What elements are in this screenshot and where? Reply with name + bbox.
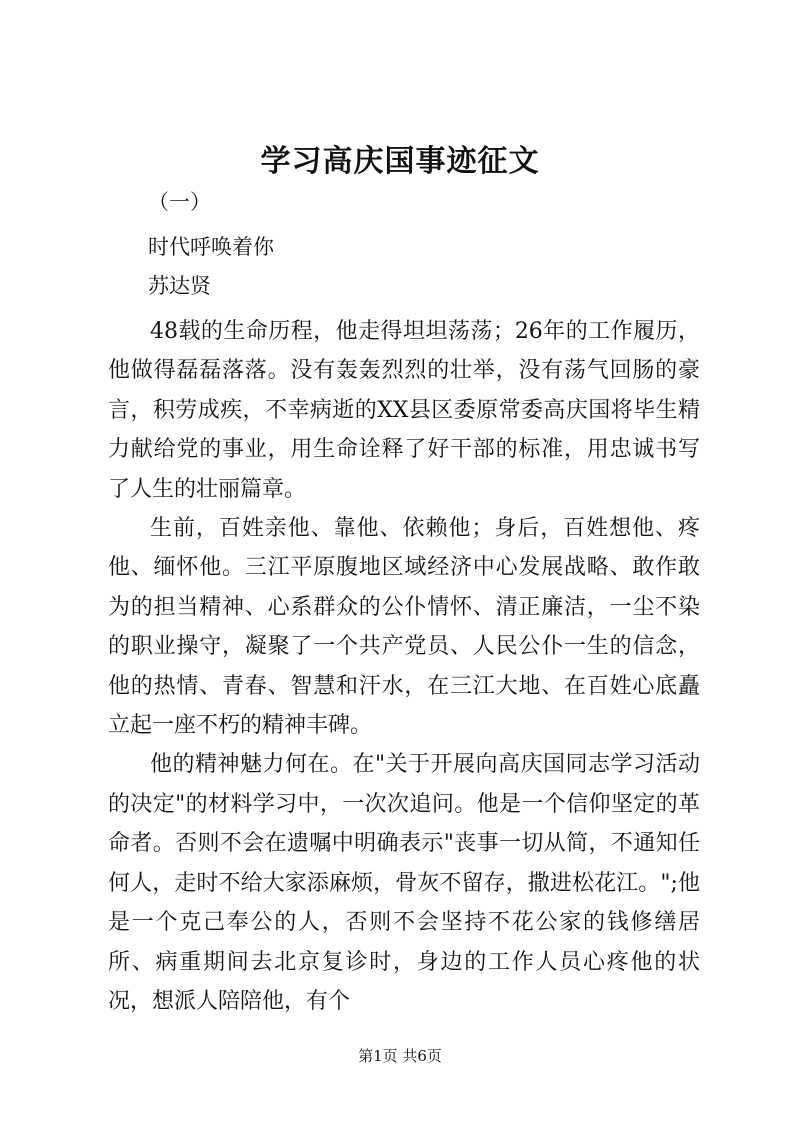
page-footer: 第1页 共6页 xyxy=(358,1047,442,1065)
section-number: （一） xyxy=(148,190,211,214)
body-paragraph: 他的精神魅力何在。在"关于开展向高庆国同志学习活动的决定"的材料学习中，一次次追问。他是一个信仰坚定的革命者。否则不会在遗嘱中明确表示"丧事一切从简，不通知任何人，走时不给大家添麻烦，骨灰不留存，撒进松花江。";他是一个克己奉公的人，否则不会坚持不花公家的钱修缮居所、病重期间去北京复诊时，身边的工作人员心疼他的状况，想派人陪陪他，有个 xyxy=(108,752,700,1014)
body-paragraph: 生前，百姓亲他、靠他、依赖他；身后，百姓想他、疼他、缅怀他。三江平原腹地区域经济中心发展战略、敢作敢为的担当精神、心系群众的公仆情怀、清正廉洁，一尘不染的职业操守，凝聚了一个共产党员、人民公仆一生的信念，他的热情、青春、智慧和汗水，在三江大地、在百姓心底矗立起一座不朽的精神丰碑。 xyxy=(108,516,700,739)
author-name: 苏达贤 xyxy=(148,274,211,298)
article-subtitle: 时代呼唤着你 xyxy=(148,235,274,259)
document-body xyxy=(108,312,700,1021)
document-title: 学习高庆国事迹征文 xyxy=(260,144,540,179)
body-paragraph: 48载的生命历程，他走得坦坦荡荡；26年的工作履历，他做得磊磊落落。没有轰轰烈烈的壮举，没有荡气回肠的豪言，积劳成疾，不幸病逝的XX县区委原常委高庆国将毕生精力献给党的事业，用生命诠释了好干部的标准，用忠诚书写了人生的壮丽篇章。 xyxy=(108,319,700,502)
